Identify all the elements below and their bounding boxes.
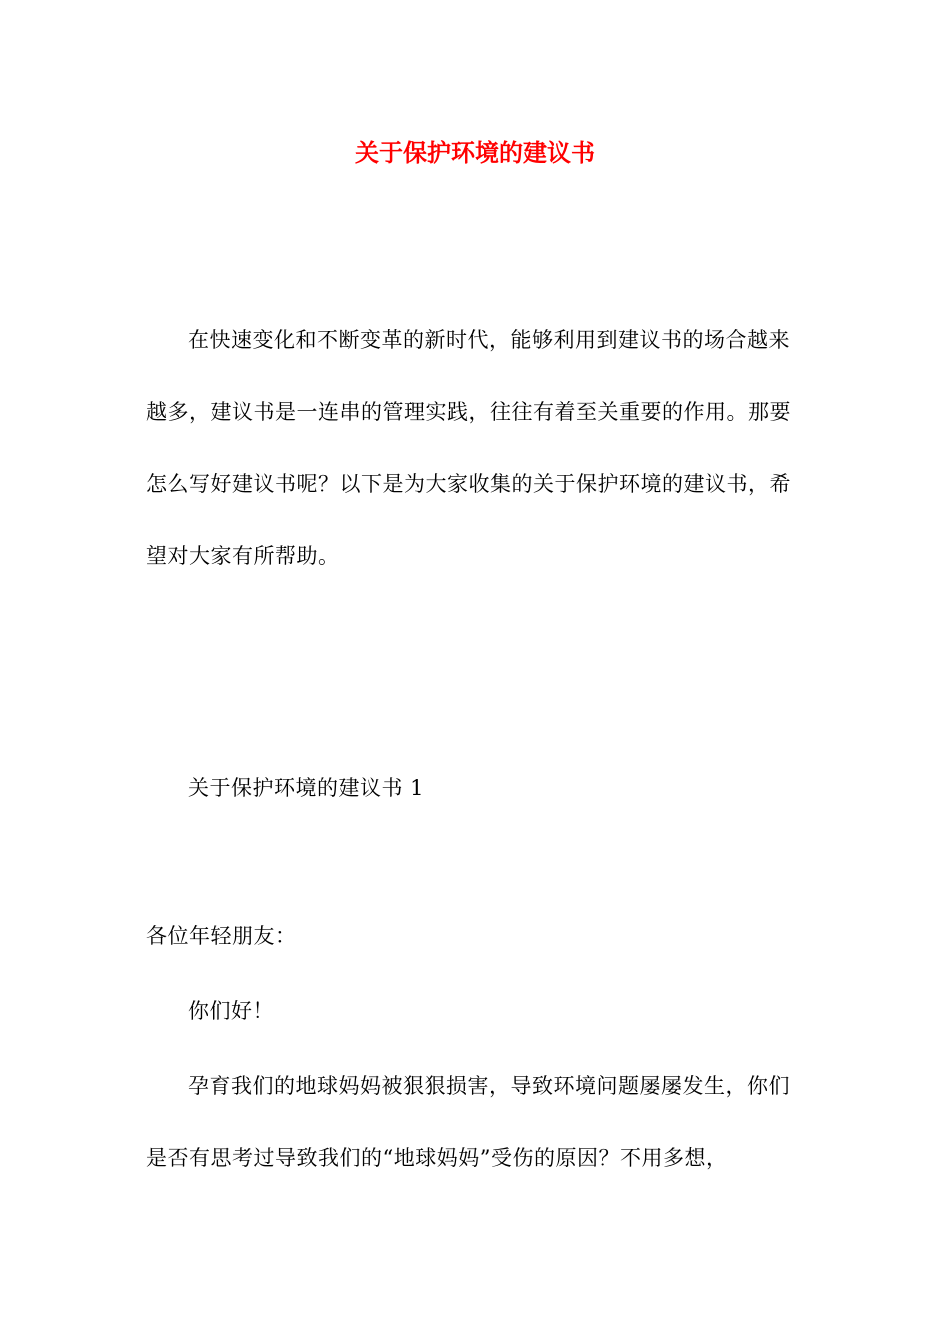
- section-heading: 关于保护环境的建议书 1: [188, 776, 425, 800]
- document-title: 关于保护环境的建议书: [355, 138, 595, 167]
- body-paragraph: 孕育我们的地球妈妈被狠狠损害，导致环境问题屡屡发生，你们是否有思考过导致我们的“地球妈妈”受伤的原因？不用多想，: [146, 1074, 790, 1170]
- salutation: 各位年轻朋友：: [146, 924, 297, 948]
- greeting-line: 你们好！: [188, 999, 274, 1023]
- intro-paragraph: 在快速变化和不断变革的新时代，能够利用到建议书的场合越来越多，建议书是一连串的管理实践，往往有着至关重要的作用。那要怎么写好建议书呢？以下是为大家收集的关于保护环境的建议书，希望对大家有所帮助。: [146, 328, 791, 568]
